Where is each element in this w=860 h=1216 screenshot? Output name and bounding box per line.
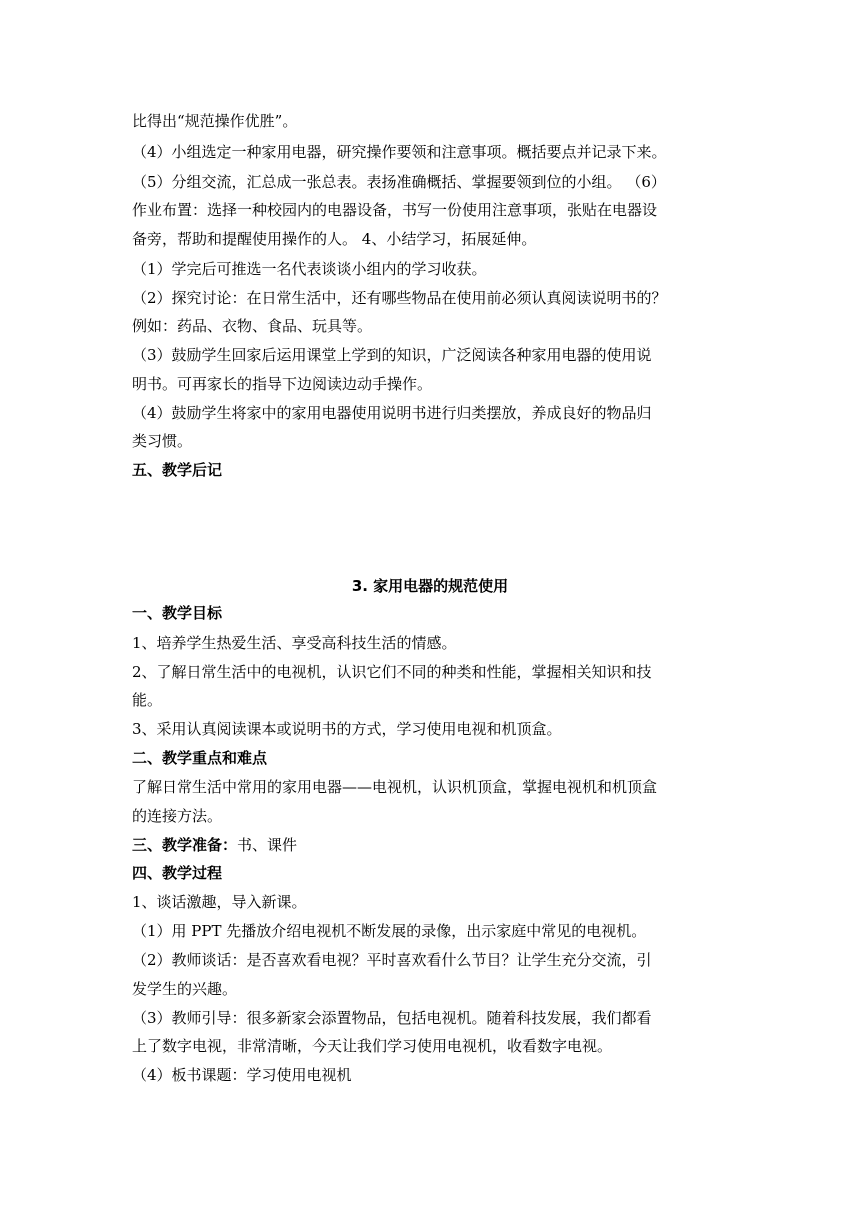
section-heading-row — [132, 835, 742, 855]
text-line: 2、了解日常生活中的电视机，认识它们不同的种类和性能，掌握相关知识和技 — [132, 663, 652, 681]
lesson-title: 3. 家用电器的规范使用 — [351, 577, 509, 595]
text-line: 的连接方法。 — [132, 807, 223, 825]
text-line: 能。 — [132, 691, 163, 709]
text-line: （2）探究讨论：在日常生活中，还有哪些物品在使用前必须认真阅读说明书的？ — [132, 289, 667, 307]
section-heading: 三、教学准备： — [132, 836, 238, 854]
text-inline: 书、课件 — [237, 836, 298, 854]
section-heading: 一、教学目标 — [132, 604, 223, 622]
text-line: 上了数字电视，非常清晰，今天让我们学习使用电视机，收看数字电视。 — [132, 1037, 613, 1055]
text-line: 类习惯。 — [132, 432, 193, 450]
text-line: （5）分组交流，汇总成一张总表。表扬准确概括、掌握要领到位的小组。 （6） — [132, 173, 666, 191]
text-line: 例如：药品、衣物、食品、玩具等。 — [132, 317, 373, 335]
text-line: 1、培养学生热爱生活、享受高科技生活的情感。 — [132, 634, 457, 652]
section-heading: 五、教学后记 — [132, 461, 223, 479]
text-line: （1）学完后可推选一名代表谈谈小组内的学习收获。 — [132, 260, 487, 278]
text-line: （4）小组选定一种家用电器，研究操作要领和注意事项。概括要点并记录下来。 — [132, 143, 667, 161]
text-line: （4）鼓励学生将家中的家用电器使用说明书进行归类摆放，养成良好的物品归 — [132, 404, 652, 422]
text-line: 了解日常生活中常用的家用电器——电视机，认识机顶盒，掌握电视机和机顶盒 — [132, 778, 658, 796]
text-line: 1、谈话激趣，导入新课。 — [132, 893, 307, 911]
text-line: 比得出“规范操作优胜”。 — [132, 112, 298, 130]
text-line: （2）教师谈话：是否喜欢看电视？平时喜欢看什么节目？让学生充分交流，引 — [132, 951, 652, 969]
section-heading: 四、教学过程 — [132, 864, 223, 882]
text-line: 作业布置：选择一种校园内的电器设备，书写一份使用注意事项，张贴在电器设 — [132, 201, 658, 219]
text-line: （3）教师引导：很多新家会添置物品，包括电视机。随着科技发展，我们都看 — [132, 1009, 652, 1027]
text-line: （1）用 PPT 先播放介绍电视机不断发展的录像，出示家庭中常见的电视机。 — [132, 922, 647, 940]
section-heading: 二、教学重点和难点 — [132, 749, 268, 767]
text-line: 发学生的兴趣。 — [132, 980, 238, 998]
text-line: （4）板书课题：学习使用电视机 — [132, 1066, 352, 1084]
text-line: 明书。可再家长的指导下边阅读边动手操作。 — [132, 375, 433, 393]
text-line: （3）鼓励学生回家后运用课堂上学到的知识，广泛阅读各种家用电器的使用说 — [132, 346, 652, 364]
text-line: 备旁，帮助和提醒使用操作的人。 4、小结学习，拓展延伸。 — [132, 230, 537, 248]
text-line: 3、采用认真阅读课本或说明书的方式，学习使用电视和机顶盒。 — [132, 720, 562, 738]
